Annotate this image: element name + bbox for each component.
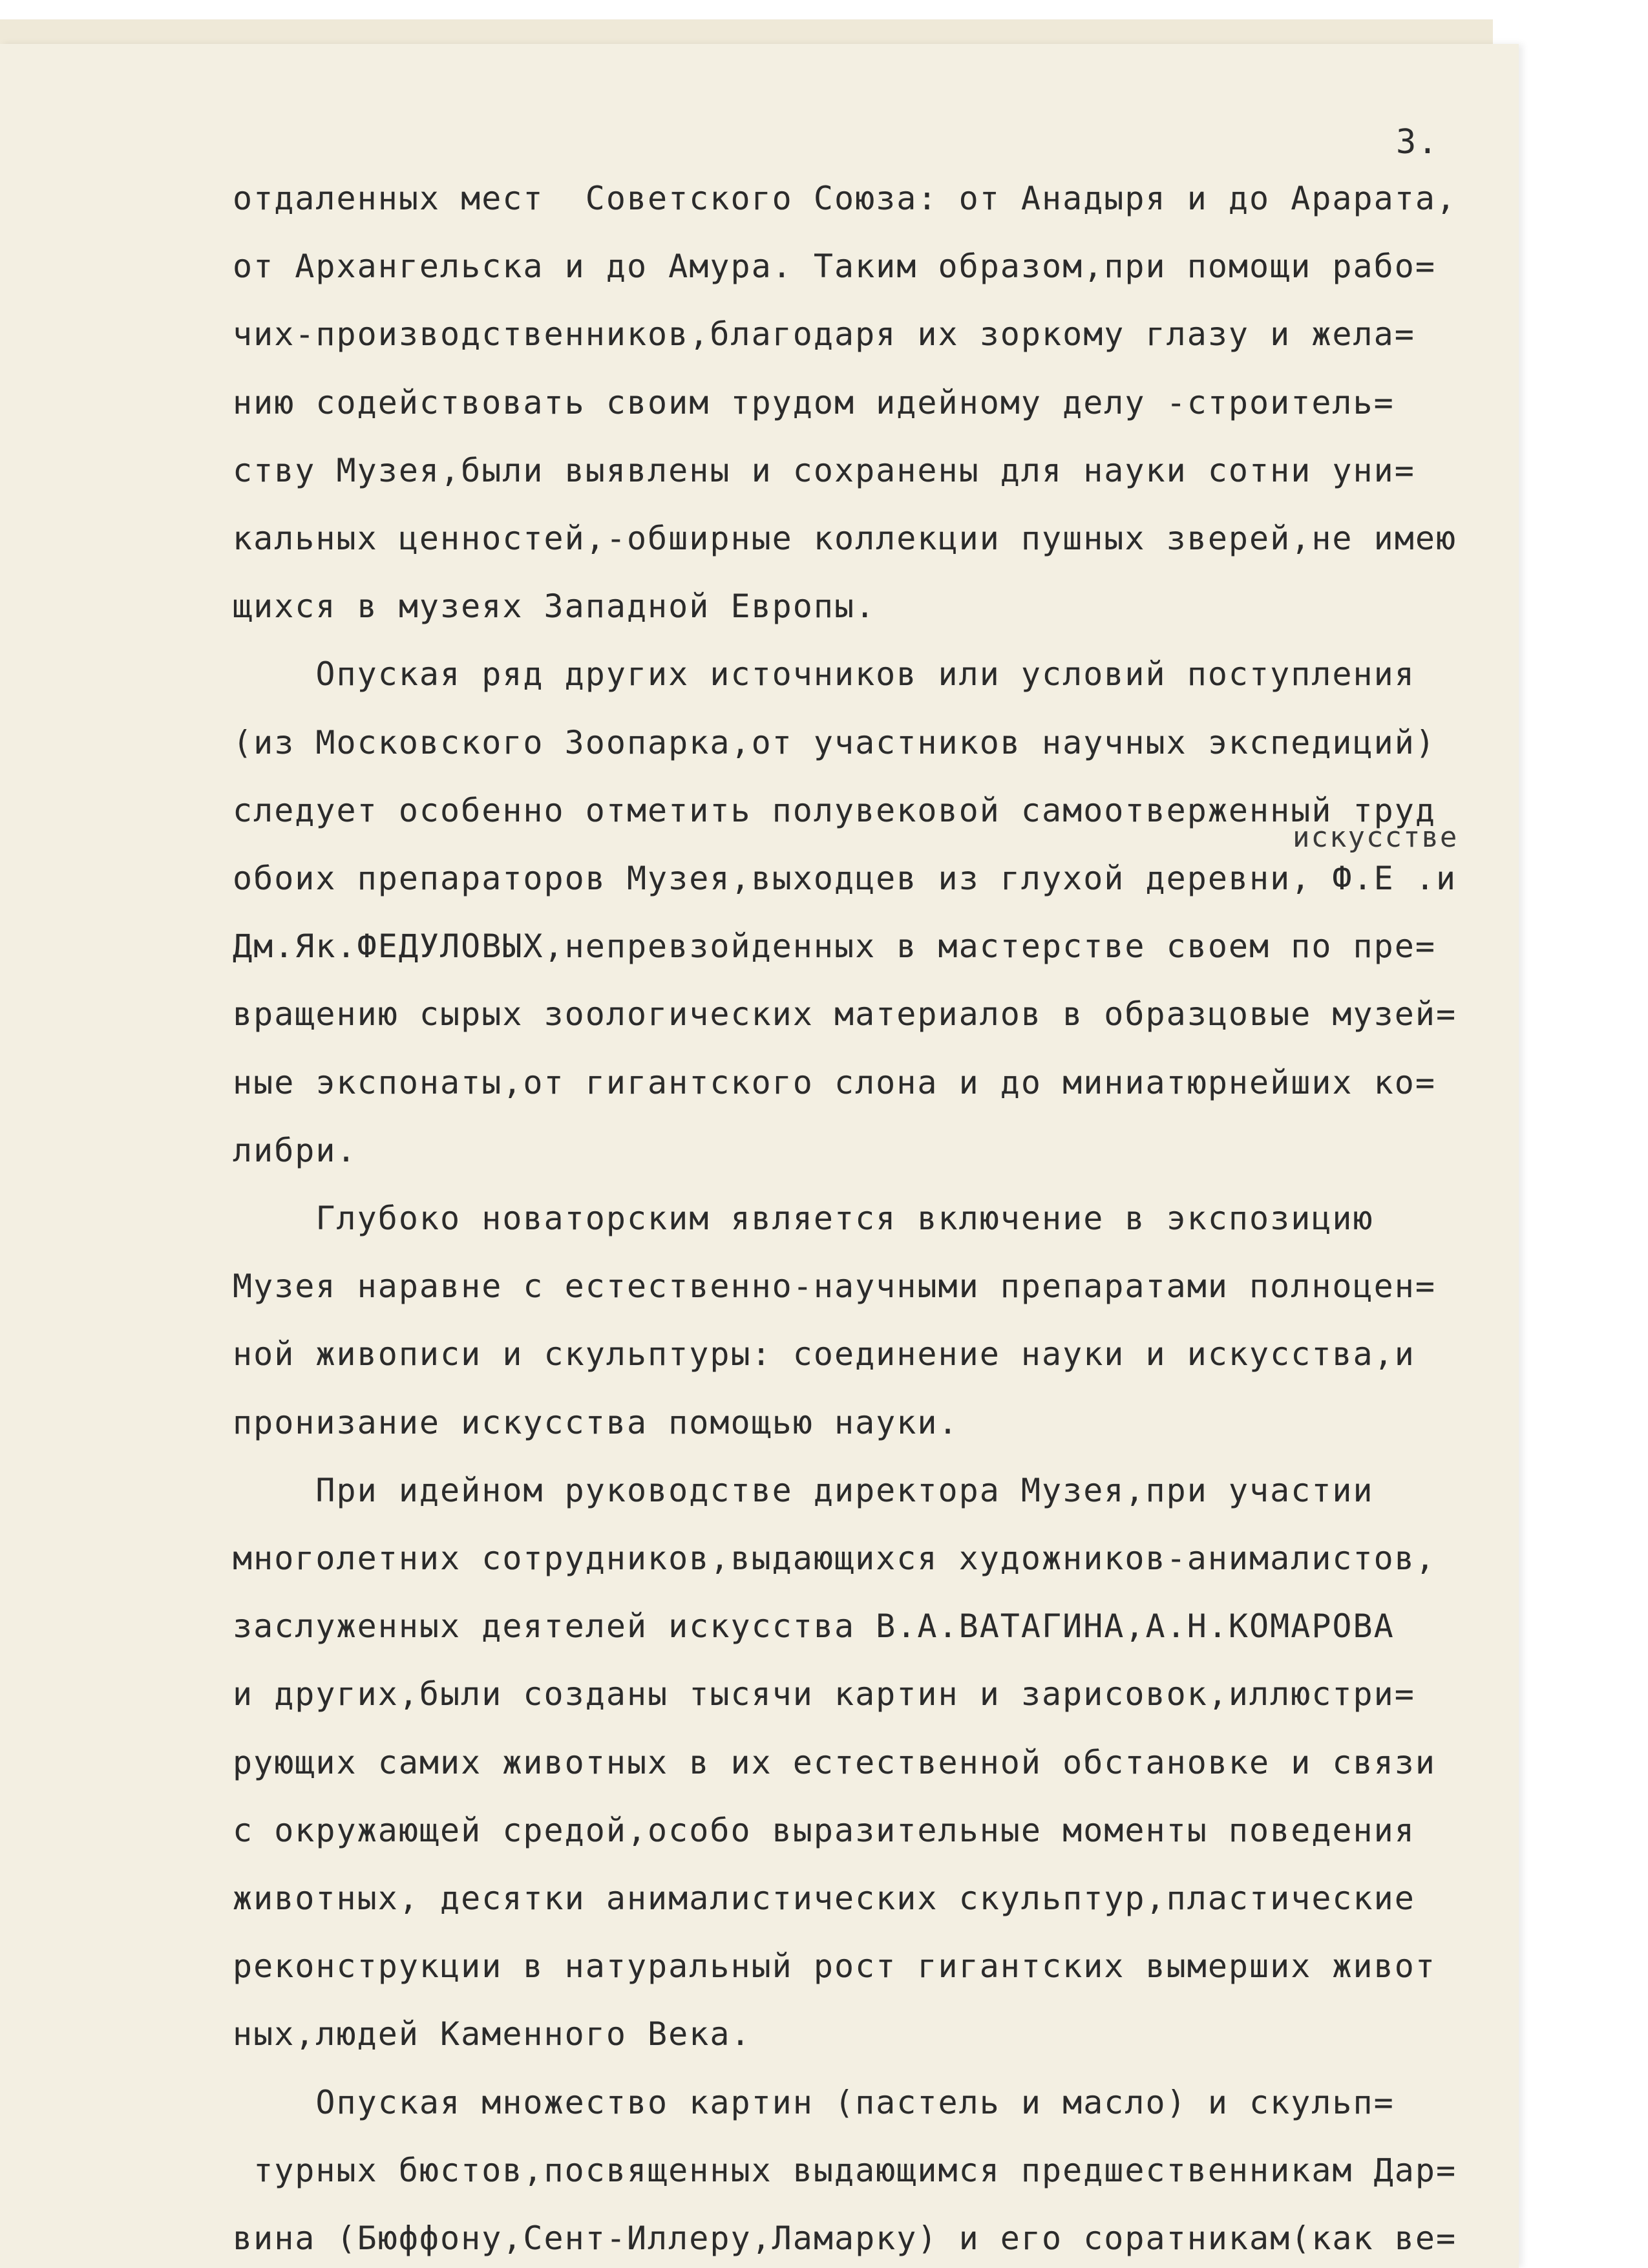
text-line: Дм.Як.ФЕДУЛОВЫХ,непревзойденных в мастерстве своем по пре= [233,927,1436,966]
text-line: турных бюстов,посвященных выдающимся предшественникам Дар= [233,2151,1457,2189]
text-line: нию содействовать своим трудом идейному делу -строитель= [233,383,1395,421]
text-line: животных, десятки анималистических скульптур,пластические [233,1880,1415,1917]
text-line: вина (Бюффону,Сент-Иллеру,Ламарку) и его соратникам(как ве= [233,2220,1457,2257]
text-line: следует особенно отметить полувековой самоотверженный труд [233,791,1436,829]
text-line: отдаленных мест Советского Союза: от Анадыря и до Арарата, [233,180,1457,217]
text-line: ных,людей Каменного Века. [233,2015,752,2053]
text-line: кальных ценностей,-обширные коллекции пушных зверей,не имею [233,520,1457,557]
interlinear-insertion: искусстве [1293,821,1459,854]
text-line: и других,были созданы тысячи картин и зарисовок,иллюстри= [233,1675,1415,1713]
text-line: Глубоко новаторским является включение в экспозицию [233,1200,1374,1237]
text-line: (из Московского Зоопарка,от участников научных экспедиций) [233,723,1436,761]
text-line: многолетних сотрудников,выдающихся художников-анималистов, [233,1540,1436,1577]
text-line: Опуская ряд других источников или условий поступления [233,655,1415,694]
text-line: ству Музея,были выявлены и сохранены для науки сотни уни= [233,451,1415,489]
text-line: Музея наравне с естественно-научными препаратами полноцен= [233,1267,1436,1306]
text-line: рующих самих животных в их естественной обстановке и связи [233,1743,1436,1781]
text-line: от Архангельска и до Амура. Таким образом,при помощи рабо= [233,248,1436,286]
text-line: заслуженных деятелей искусства В.А.ВАТАГИНА,А.Н.КОМАРОВА [233,1607,1395,1646]
text-line: либри. [233,1131,357,1169]
text-line: реконструкции в натуральный рост гигантских вымерших живот [233,1947,1436,1986]
text-line: пронизание искусства помощью науки. [233,1403,959,1441]
page-number: 3. [1396,123,1439,162]
text-line: обоих препараторов Музея,выходцев из глухой деревни, Ф.Е .и [233,860,1457,897]
typewritten-page [0,44,1519,2268]
text-line: ной живописи и скульптуры: соединение науки и искусства,и [233,1335,1415,1373]
text-line: Опуская множество картин (пастель и масло) и скульп= [233,2083,1395,2121]
text-line: При идейном руководстве директора Музея,при участии [233,1471,1374,1509]
text-line: с окружающей средой,особо выразительные моменты поведения [233,1811,1415,1849]
text-line: ные экспонаты,от гигантского слона и до миниатюрнейших ко= [233,1063,1436,1101]
text-line: вращению сырых зоологических материалов в образцовые музей= [233,995,1457,1033]
text-line: щихся в музеях Западной Европы. [233,588,876,626]
text-line: чих-производственников,благодаря их зоркому глазу и жела= [233,315,1415,354]
